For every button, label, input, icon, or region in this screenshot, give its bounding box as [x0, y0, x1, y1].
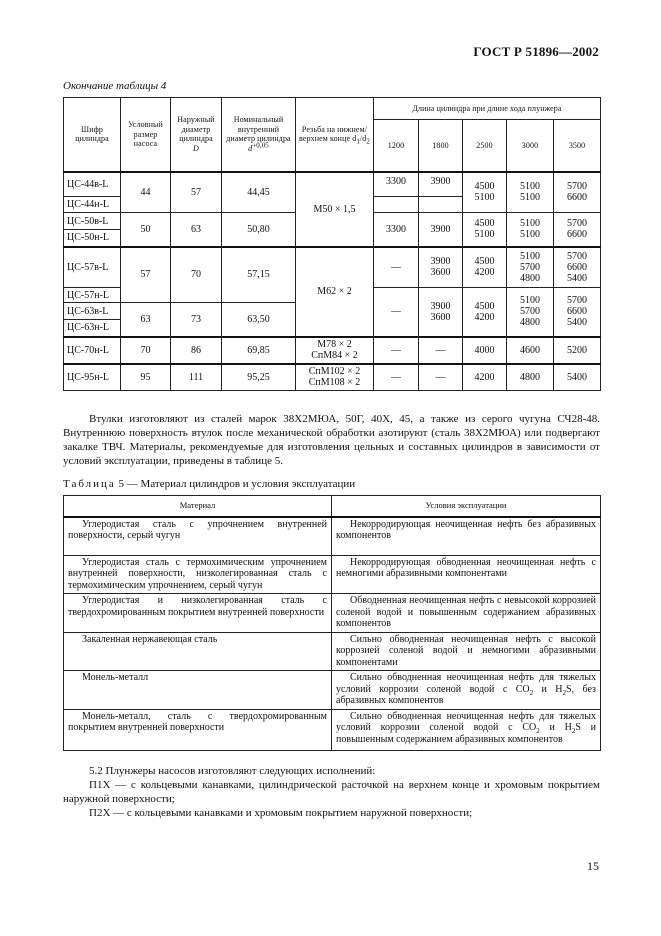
table-cell: 3300	[374, 213, 419, 247]
section-5-2-p2: П2Х — с кольцевыми канавками и хромовым покрытием наружной поверхности;	[89, 807, 473, 819]
table-cell: ЦС-50в-L	[64, 213, 121, 230]
table-cell: 4500 5100	[463, 213, 507, 247]
header-conditions: Условия эксплуатации	[332, 496, 601, 517]
table-cell: Сильно обводненная неочищенная нефть с высокой коррозией соленой водой и немногими абразивными компонентами	[332, 632, 601, 671]
table-cell: —	[374, 364, 419, 391]
table-cell: 5700 6600	[554, 172, 601, 213]
table5-caption: Таблица 5 — Материал цилиндров и условия эксплуатации	[63, 478, 356, 490]
document-id: ГОСТ Р 51896—2002	[473, 44, 599, 59]
table-cell: Монель-металл	[64, 671, 332, 710]
table-cell: 3900	[419, 172, 463, 197]
table-cell: 70	[121, 337, 171, 364]
header-thread: Резьба на нижнем/верхнем конце $d_1/d_2$	[296, 98, 374, 172]
section-5-2-p1: П1Х — с кольцевыми канавками, цилиндрической расточкой на верхнем конце и хромовым покрытием наружной поверхности;	[63, 779, 600, 805]
table-5	[63, 495, 601, 751]
table-cell: 3900 3600	[419, 288, 463, 337]
table-cell: 57,15	[222, 247, 296, 303]
table-cell: 63,50	[222, 303, 296, 337]
header-stroke-2500: 2500	[463, 120, 507, 172]
table-cell: 5200	[554, 337, 601, 364]
table-cell: ЦС-44в-L	[64, 172, 121, 197]
table-cell: —	[374, 288, 419, 337]
table-cell: —	[374, 337, 419, 364]
table-cell: Обводненная неочищенная нефть с невысокой коррозией соленой водой и повышенным содержанием абразивных компонентов	[332, 594, 601, 633]
table-cell: 3900 3600	[419, 247, 463, 288]
table-cell: Закаленная нержавеющая сталь	[64, 632, 332, 671]
table-cell: 4500 4200	[463, 288, 507, 337]
table-cell: Углеродистая и низколегированная сталь с твердохромированным покрытием внутренней поверхности	[64, 594, 332, 633]
header-length-group: Длина цилиндра при длине хода плунжера	[374, 98, 601, 120]
table-cell: Некорродирующая обводненная неочищенная нефть с немногими абразивными компонентами	[332, 555, 601, 594]
table-cell: 4200	[463, 364, 507, 391]
table-cell: ЦС-70н-L	[64, 337, 121, 364]
header-nominal-size: Условный размер насоса	[121, 98, 171, 172]
table-cell: 111	[171, 364, 222, 391]
table-cell: ЦС-63в-L	[64, 303, 121, 320]
table-cell: Монель-металл, сталь с твердохромированным покрытием внутренней поверхности	[64, 709, 332, 751]
table-cell: 63	[121, 303, 171, 337]
table-cell: ЦС-44н-L	[64, 197, 121, 213]
table-cell: 4600	[507, 337, 554, 364]
table-cell: 5400	[554, 364, 601, 391]
table-cell	[374, 197, 419, 213]
table-cell: 57	[171, 172, 222, 213]
header-stroke-3000: 3000	[507, 120, 554, 172]
header-stroke-3500: 3500	[554, 120, 601, 172]
table-cell: Углеродистая сталь с упрочнением внутренней поверхности, серый чугун	[64, 517, 332, 556]
table-cell: —	[419, 337, 463, 364]
table-cell: Некорродирующая неочищенная нефть без абразивных компонентов	[332, 517, 601, 556]
table-cell: 95	[121, 364, 171, 391]
table-cell: 95,25	[222, 364, 296, 391]
table-cell: 4000	[463, 337, 507, 364]
table-cell: Углеродистая сталь с термохимическим упрочнением внутренней поверхности, низколегированная сталь с термохимическим упрочнением, серый чугун	[64, 555, 332, 594]
table-cell: M50 × 1,5	[296, 172, 374, 247]
table-cell: 50	[121, 213, 171, 247]
page-number: 15	[587, 859, 599, 873]
table-cell: 57	[121, 247, 171, 303]
table-cell: 5700 6600 5400	[554, 288, 601, 337]
table-cell: ЦС-57в-L	[64, 247, 121, 288]
table-cell: M78 × 2 СпМ84 × 2	[296, 337, 374, 364]
header-inner-diameter: Номинальный внутренний диаметр цилиндра $d^{+0,05}$	[222, 98, 296, 172]
table-cell: Сильно обводненная неочищенная нефть для тяжелых условий коррозии соленой водой с $CO_2$ и $H_2S$, без абразивных компонентов	[332, 671, 601, 710]
table-cell: Сильно обводненная неочищенная нефть для тяжелых условий коррозии соленой водой с $CO_2$ и $H_2S$ и повышенным содержанием абразивных компонентов	[332, 709, 601, 751]
table-cell: ЦС-63н-L	[64, 320, 121, 337]
table-cell: 86	[171, 337, 222, 364]
table-cell: 5700 6600	[554, 213, 601, 247]
section-5-2-intro: 5.2 Плунжеры насосов изготовляют следующих исполнений:	[89, 765, 376, 777]
table-cell: 3900	[419, 213, 463, 247]
table-cell: 4500 4200	[463, 247, 507, 288]
table-cell: 69,85	[222, 337, 296, 364]
paragraph-bushings: Втулки изготовляют из сталей марок 38Х2МЮА, 50Г, 40Х, 45, а также из серого чугуна СЧ28-48. Внутреннюю поверхность втулок после механической обработки азотируют (сталь 38Х2МЮА) или подвергают закалке ТВЧ. Материалы, рекомендуемые для изготовления цельных и составных цилиндров в зависимости от условий эксплуатации, приведены в таблице 5.	[63, 413, 600, 467]
table-cell: 44,45	[222, 172, 296, 213]
table4-caption: Окончание таблицы 4	[63, 80, 167, 92]
table-cell: 63	[171, 213, 222, 247]
table-cell: 4800	[507, 364, 554, 391]
header-stroke-1800: 1800	[419, 120, 463, 172]
table-cell: 5100 5100	[507, 172, 554, 213]
table-cell: 3300	[374, 172, 419, 197]
table-cell: 50,80	[222, 213, 296, 247]
table-cell: 5100 5700 4800	[507, 247, 554, 288]
table-cell: 4500 5100	[463, 172, 507, 213]
header-material: Материал	[64, 496, 332, 517]
table-cell: ЦС-95н-L	[64, 364, 121, 391]
table-cell: СпМ102 × 2 СпМ108 × 2	[296, 364, 374, 391]
table-cell: ЦС-50н-L	[64, 230, 121, 247]
table-cell: M62 × 2	[296, 247, 374, 337]
table-cell: ЦС-57н-L	[64, 288, 121, 303]
table-cell: 44	[121, 172, 171, 213]
table-4	[63, 97, 601, 391]
table-cell: 73	[171, 303, 222, 337]
table-cell: 5100 5700 4800	[507, 288, 554, 337]
header-outer-diameter: Наружный диаметр цилиндра D	[171, 98, 222, 172]
header-cipher: Шифр цилиндра	[64, 98, 121, 172]
table-cell: 5100 5100	[507, 213, 554, 247]
table-cell: 70	[171, 247, 222, 303]
table-cell: —	[419, 364, 463, 391]
table-cell	[419, 197, 463, 213]
table-cell: —	[374, 247, 419, 288]
header-stroke-1200: 1200	[374, 120, 419, 172]
table-cell: 5700 6600 5400	[554, 247, 601, 288]
